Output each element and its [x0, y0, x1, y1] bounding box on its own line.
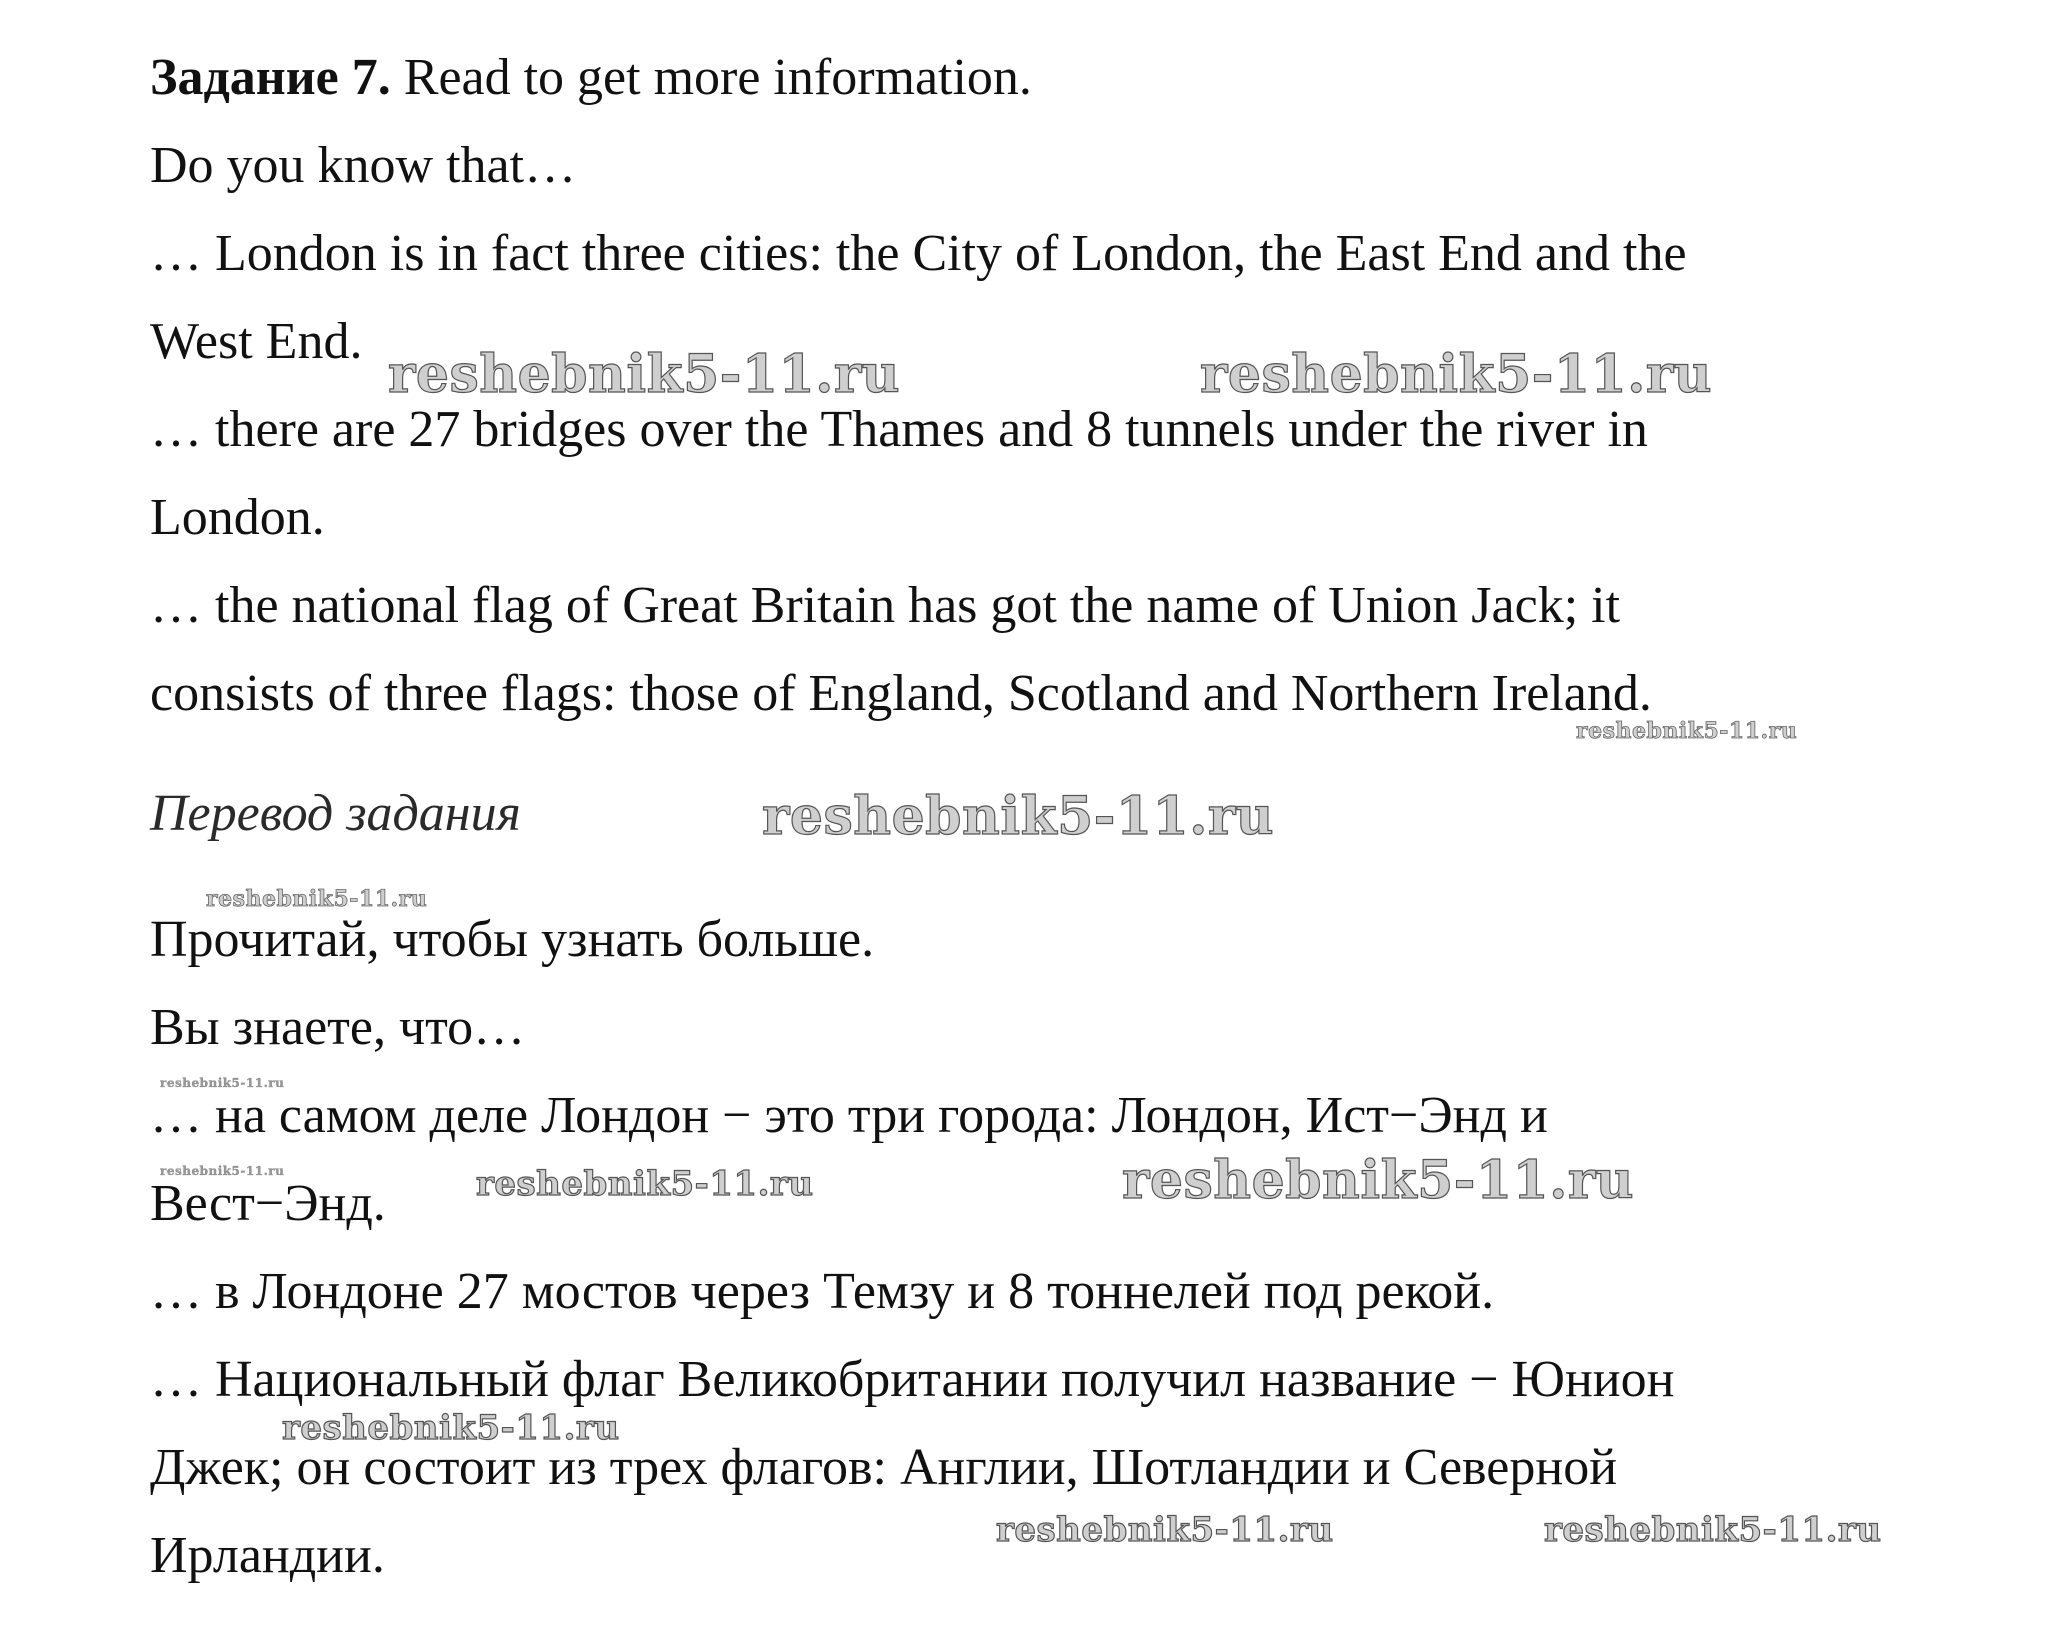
translation-heading: Перевод задания [150, 785, 521, 842]
task-title [150, 48, 1032, 108]
english-line-5: London. [150, 489, 325, 546]
english-line-7: consists of three flags: those of England, Scotland and Northern Ireland. [150, 665, 1652, 722]
watermark: reshebnik5-11.ru [1544, 1510, 1882, 1550]
watermark: reshebnik5-11.ru [206, 886, 428, 912]
watermark: reshebnik5-11.ru [1200, 344, 1713, 405]
translation-line-4: Вест−Энд. [150, 1175, 386, 1232]
english-line-4: … there are 27 bridges over the Thames and 8 tunnels under the river in [150, 401, 1648, 458]
watermark: reshebnik5-11.ru [476, 1164, 814, 1204]
watermark: reshebnik5-11.ru [160, 1076, 285, 1090]
english-line-2: … London is in fact three cities: the City of London, the East End and the [150, 225, 1687, 282]
watermark: reshebnik5-11.ru [282, 1408, 620, 1448]
watermark: reshebnik5-11.ru [388, 344, 901, 405]
translation-line-6: … Национальный флаг Великобритании получил название − Юнион [150, 1351, 1675, 1408]
translation-line-5: … в Лондоне 27 мостов через Темзу и 8 тоннелей под рекой. [150, 1263, 1495, 1320]
watermark: reshebnik5-11.ru [762, 786, 1275, 847]
watermark: reshebnik5-11.ru [996, 1510, 1334, 1550]
english-line-6: … the national flag of Great Britain has got the name of Union Jack; it [150, 577, 1621, 634]
task-instruction: Read to get more information. [403, 49, 1032, 106]
translation-line-1: Прочитай, чтобы узнать больше. [150, 911, 875, 968]
watermark: reshebnik5-11.ru [1576, 718, 1798, 744]
translation-line-7: Джек; он состоит из трех флагов: Англии, Шотландии и Северной [150, 1439, 1618, 1496]
english-line-1: Do you know that… [150, 137, 577, 194]
translation-line-2: Вы знаете, что… [150, 999, 526, 1056]
watermark: reshebnik5-11.ru [1122, 1150, 1635, 1211]
task-label: Задание 7. [150, 49, 391, 106]
translation-line-3: … на самом деле Лондон − это три города: Лондон, Ист−Энд и [150, 1087, 1548, 1144]
watermark: reshebnik5-11.ru [160, 1164, 285, 1178]
translation-line-8: Ирландии. [150, 1527, 385, 1584]
english-line-3: West End. [150, 313, 363, 370]
